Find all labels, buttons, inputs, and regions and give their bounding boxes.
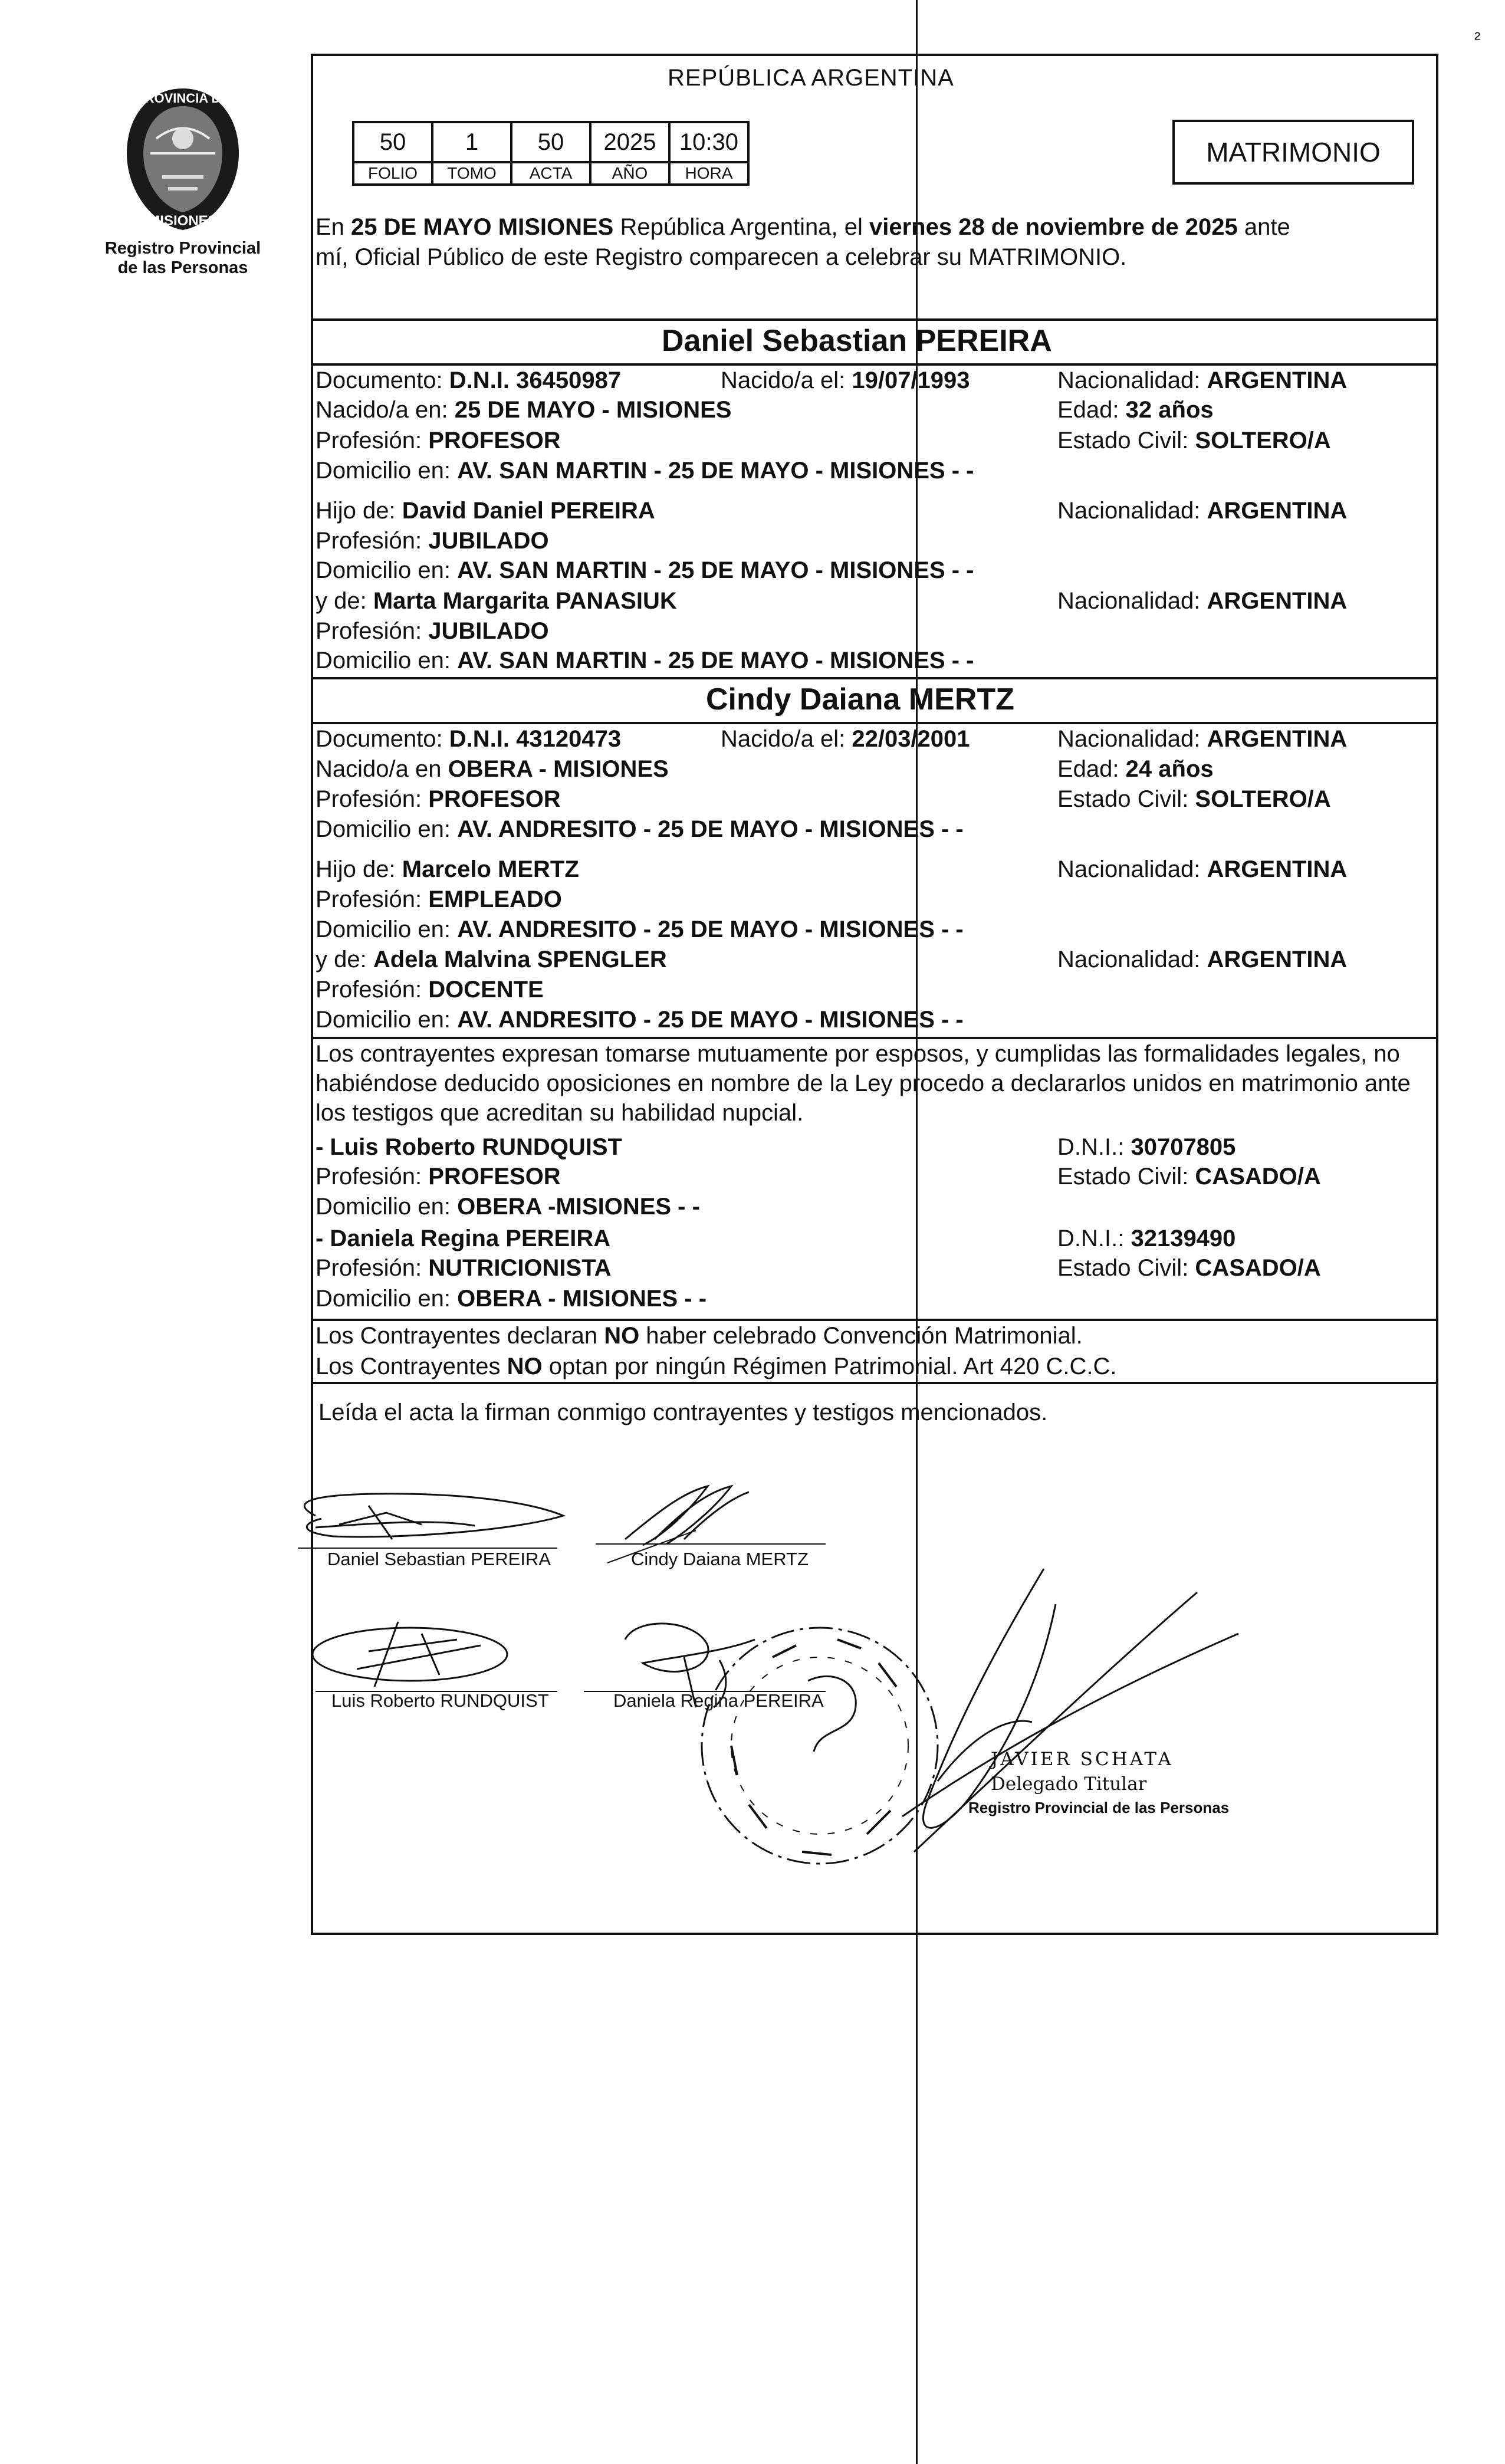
stamp-title: Delegado Titular: [991, 1773, 1147, 1795]
tomo-value: 1: [432, 122, 511, 162]
spouse1-mother: y de: Marta Margarita PANASIUK: [316, 588, 677, 614]
spouse1-name: Daniel Sebastian PEREIRA: [662, 324, 1052, 358]
signature-label-witness1: Luis Roberto RUNDQUIST: [331, 1690, 549, 1711]
spouse2-birthplace: Nacido/a en OBERA - MISIONES: [316, 756, 669, 782]
convention-line-1: Los Contrayentes declaran NO haber celebrado Convención Matrimonial.: [316, 1323, 1083, 1349]
witness1-name: - Luis Roberto RUNDQUIST: [316, 1134, 622, 1160]
spouse2-birthdate: Nacido/a el: 22/03/2001: [721, 726, 970, 752]
anio-label: AÑO: [590, 162, 669, 185]
spouse2-profession: Profesión: PROFESOR: [316, 786, 561, 812]
spouse1-father-address: Domicilio en: AV. SAN MARTIN - 25 DE MAYO - MISIONES - -: [316, 557, 974, 583]
declaration-line-3: los testigos que acreditan su habilidad nupcial.: [316, 1100, 804, 1126]
divider: [311, 722, 1438, 724]
anio-value: 2025: [590, 122, 669, 162]
spouse1-father-nationality: Nacionalidad: ARGENTINA: [1057, 498, 1348, 524]
witness1-profession: Profesión: PROFESOR: [316, 1164, 561, 1190]
witness2-profession: Profesión: NUTRICIONISTA: [316, 1255, 612, 1281]
logo-caption: [94, 239, 271, 278]
witness2-address: Domicilio en: OBERA - MISIONES - -: [316, 1286, 707, 1312]
stamp-office: Registro Provincial de las Personas: [968, 1799, 1230, 1816]
seal-top-text: PROVINCIA DE: [136, 91, 230, 106]
witness2-civil-status: Estado Civil: CASADO/A: [1057, 1255, 1321, 1281]
signature-witness1-icon: [304, 1604, 587, 1698]
spouse1-birthdate: Nacido/a el: 19/07/1993: [721, 367, 970, 393]
spouse1-mother-profession: Profesión: JUBILADO: [316, 618, 549, 644]
spouse2-address: Domicilio en: AV. ANDRESITO - 25 DE MAYO - MISIONES - -: [316, 816, 964, 842]
logo-caption-line1: Registro Provincial: [104, 239, 261, 258]
spouse2-mother-profession: Profesión: DOCENTE: [316, 977, 544, 1003]
stamp-name: JAVIER SCHATA: [991, 1749, 1174, 1770]
spouse1-birthplace: Nacido/a en: 25 DE MAYO - MISIONES: [316, 397, 732, 423]
spouse2-document: Documento: D.N.I. 43120473: [316, 726, 622, 752]
divider: [311, 1319, 1438, 1321]
declaration-line-2: habiéndose deducido oposiciones en nombre de la Ley procedo a declararlos unidos en matrimonio ante: [316, 1070, 1411, 1096]
witness1-civil-status: Estado Civil: CASADO/A: [1057, 1164, 1321, 1190]
signature-label-spouse1: Daniel Sebastian PEREIRA: [327, 1549, 551, 1569]
spouse1-profession: Profesión: PROFESOR: [316, 428, 561, 454]
spouse1-mother-nationality: Nacionalidad: ARGENTINA: [1057, 588, 1348, 614]
spouse2-mother-address: Domicilio en: AV. ANDRESITO - 25 DE MAYO - MISIONES - -: [316, 1007, 964, 1033]
witness2-dni: D.N.I.: 32139490: [1057, 1226, 1236, 1251]
spouse2-mother-nationality: Nacionalidad: ARGENTINA: [1057, 947, 1348, 973]
hora-label: HORA: [669, 162, 748, 185]
spouse2-nationality: Nacionalidad: ARGENTINA: [1057, 726, 1348, 752]
closing-text: Leída el acta la firman conmigo contrayentes y testigos mencionados.: [318, 1399, 1048, 1425]
tomo-label: TOMO: [432, 162, 511, 185]
divider: [311, 318, 1438, 321]
logo-caption-line2: de las Personas: [117, 258, 248, 278]
spouse2-age: Edad: 24 años: [1057, 756, 1214, 782]
divider: [311, 1382, 1438, 1384]
spouse2-name: Cindy Daiana MERTZ: [706, 682, 1014, 717]
divider: [311, 1037, 1438, 1039]
spouse2-civil-status: Estado Civil: SOLTERO/A: [1057, 786, 1331, 812]
spouse2-father-nationality: Nacionalidad: ARGENTINA: [1057, 856, 1348, 882]
folio-value: 50: [353, 122, 432, 162]
spouse2-father-address: Domicilio en: AV. ANDRESITO - 25 DE MAYO - MISIONES - -: [316, 916, 964, 942]
province-seal-icon: [115, 83, 251, 236]
registry-table: [352, 121, 750, 186]
acta-value: 50: [511, 122, 590, 162]
spouse2-father-profession: Profesión: EMPLEADO: [316, 886, 562, 912]
signature-label-witness2: Daniela Regina PEREIRA: [613, 1690, 824, 1711]
spouse1-address: Domicilio en: AV. SAN MARTIN - 25 DE MAYO - MISIONES - -: [316, 458, 974, 484]
corner-mark: ²: [1474, 28, 1481, 49]
acta-label: ACTA: [511, 162, 590, 185]
spouse1-father-profession: Profesión: JUBILADO: [316, 528, 549, 554]
spouse1-nationality: Nacionalidad: ARGENTINA: [1057, 367, 1348, 393]
spouse2-father: Hijo de: Marcelo MERTZ: [316, 856, 579, 882]
spouse1-age: Edad: 32 años: [1057, 397, 1214, 423]
spouse1-mother-address: Domicilio en: AV. SAN MARTIN - 25 DE MAYO - MISIONES - -: [316, 648, 974, 674]
divider: [311, 363, 1438, 366]
spouse2-mother: y de: Adela Malvina SPENGLER: [316, 947, 667, 973]
official-signature-icon: [890, 1557, 1303, 1887]
folio-label: FOLIO: [353, 162, 432, 185]
declaration-line-1: Los contrayentes expresan tomarse mutuamente por esposos, y cumplidas las formalidades legales, no: [316, 1041, 1400, 1067]
signature-label-spouse2: Cindy Daiana MERTZ: [631, 1549, 809, 1569]
convention-line-2: Los Contrayentes NO optan por ningún Régimen Patrimonial. Art 420 C.C.C.: [316, 1353, 1117, 1379]
witness1-dni: D.N.I.: 30707805: [1057, 1134, 1236, 1160]
spouse1-document: Documento: D.N.I. 36450987: [316, 367, 622, 393]
witness2-name: - Daniela Regina PEREIRA: [316, 1226, 611, 1251]
intro-line-2: mí, Oficial Público de este Registro comparecen a celebrar su MATRIMONIO.: [316, 244, 1127, 270]
document-title: REPÚBLICA ARGENTINA: [668, 65, 954, 91]
spouse1-civil-status: Estado Civil: SOLTERO/A: [1057, 428, 1331, 454]
hora-value: 10:30: [669, 122, 748, 162]
seal-bottom-text: MISIONES: [148, 213, 218, 229]
intro-line-1: En 25 DE MAYO MISIONES República Argentina, el viernes 28 de noviembre de 2025 ante: [316, 214, 1290, 240]
witness1-address: Domicilio en: OBERA -MISIONES - -: [316, 1194, 700, 1220]
signature-spouse1-icon: [280, 1471, 587, 1560]
spouse1-father: Hijo de: David Daniel PEREIRA: [316, 498, 655, 524]
divider: [311, 677, 1438, 679]
act-type-box: MATRIMONIO: [1172, 120, 1414, 185]
